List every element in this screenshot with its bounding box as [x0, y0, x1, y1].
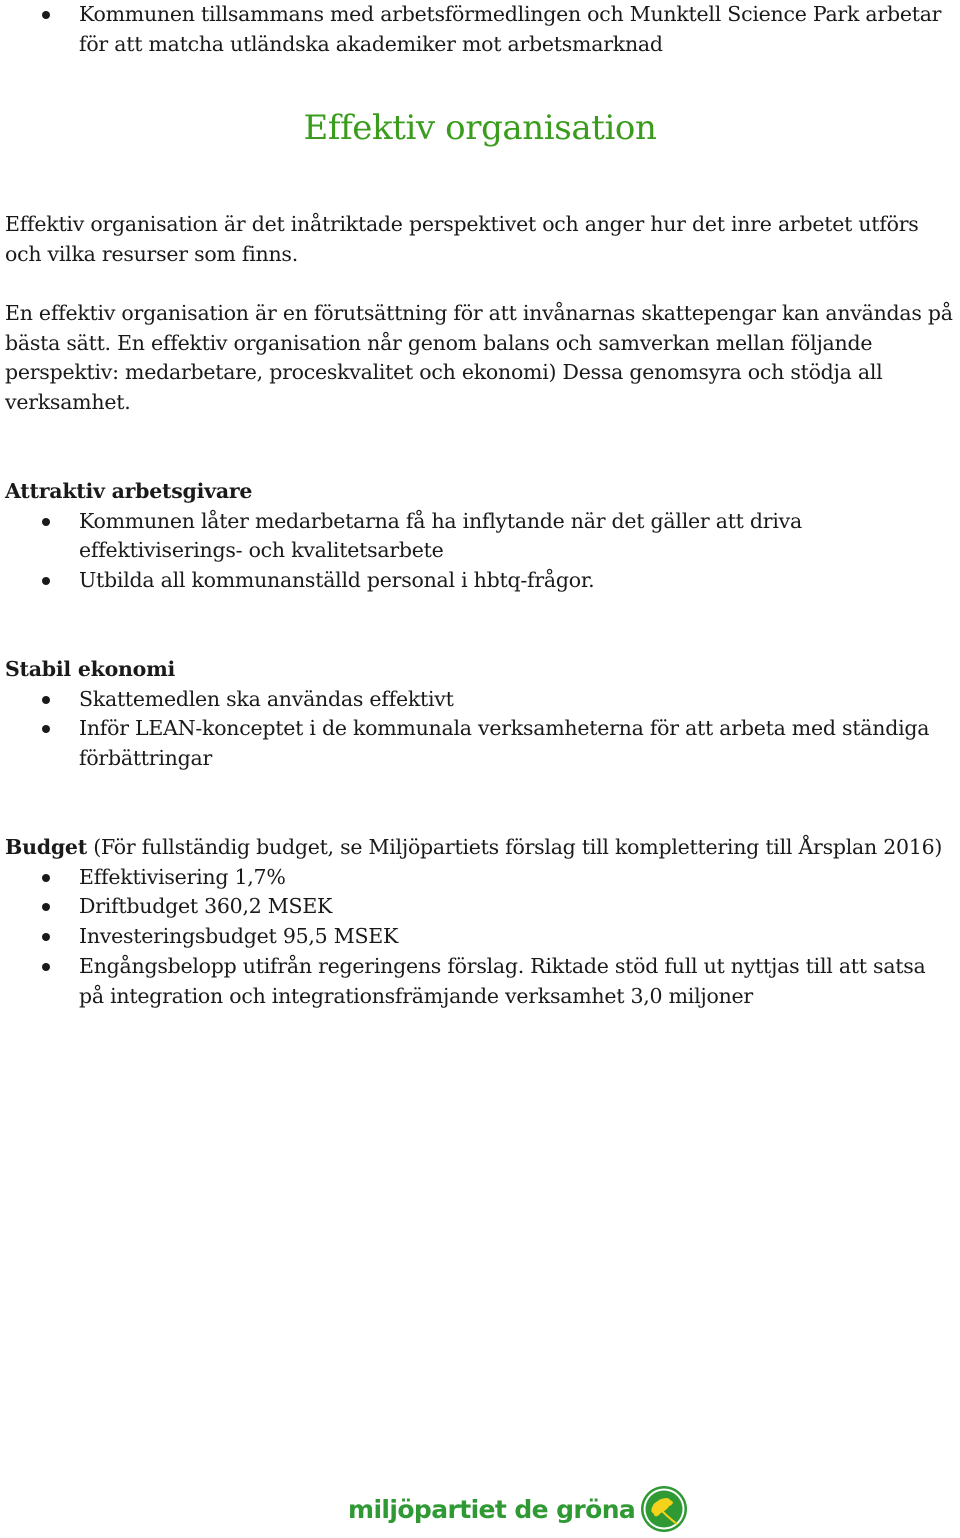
bullet-icon: [42, 903, 50, 911]
budget-heading: Budget: [5, 835, 87, 859]
list-item-text: Utbilda all kommunanställd personal i hbtq-frågor.: [79, 568, 595, 593]
list-item: [0, 922, 960, 952]
bullet-icon: [42, 696, 50, 704]
list-item: [0, 952, 960, 1011]
bullet-icon: [42, 11, 50, 19]
list-item-text: Investeringsbudget 95,5 MSEK: [79, 924, 399, 949]
paragraph-block-1: [0, 210, 960, 269]
budget-heading-line: [0, 833, 960, 863]
list-item-text: Engångsbelopp utifrån regeringens förslag. Riktade stöd full ut nyttjas till att satsa på integration och integrationsfrämjande verksamhet 3,0 miljoner: [79, 953, 926, 1008]
bullet-icon: [42, 577, 50, 585]
bullet-icon: [42, 963, 50, 971]
stabil-section: [0, 655, 960, 774]
list-item: [0, 714, 960, 773]
paragraph-block-2: [0, 299, 960, 418]
list-item: [0, 685, 960, 715]
list-item-text: Kommunen tillsammans med arbetsförmedlingen och Munktell Science Park arbetar för att matcha utländska akademiker mot arbetsmarknad: [79, 2, 942, 56]
logo-text: miljöpartiet de gröna: [348, 1494, 636, 1524]
list-item: [0, 507, 960, 566]
list-item: [0, 892, 960, 922]
list-item-text: Driftbudget 360,2 MSEK: [79, 894, 333, 919]
section-heading: Stabil ekonomi: [5, 657, 176, 681]
bullet-icon: [42, 725, 50, 733]
budget-section: [0, 833, 960, 1011]
attraktiv-section: [0, 477, 960, 596]
list-item-text: Skattemedlen ska användas effektivt: [79, 686, 454, 711]
section-title: Effektiv organisation: [303, 108, 657, 148]
list-item-text: Inför LEAN-konceptet i de kommunala verksamheterna för att arbeta med ständiga förbättringar: [79, 716, 930, 771]
paragraph: Effektiv organisation är det inåtriktade perspektivet och anger hur det inre arbetet utförs och vilka resurser som finns.: [5, 212, 919, 266]
list-item-text: Effektivisering 1,7%: [79, 864, 286, 889]
party-logo: [348, 1484, 689, 1534]
list-item: [0, 863, 960, 893]
dandelion-icon: [639, 1484, 689, 1534]
list-item: [0, 566, 960, 596]
bullet-icon: [42, 518, 50, 526]
list-item-text: Kommunen låter medarbetarna få ha inflytande när det gäller att driva effektiviserings- och kvalitetsarbete: [79, 508, 802, 563]
section-heading: Attraktiv arbetsgivare: [5, 479, 253, 503]
list-item: [0, 0, 960, 59]
intro-bullet-list: [0, 0, 960, 59]
paragraph: En effektiv organisation är en förutsättning för att invånarnas skattepengar kan användas på bästa sätt. En effektiv organisation når genom balans och samverkan mellan följande perspektiv: medarbetare, proceskvalitet och ekonomi) Dessa genomsyra och stödja all verksamhet.: [5, 301, 953, 415]
bullet-icon: [42, 874, 50, 882]
budget-note: (För fullständig budget, se Miljöpartiets förslag till komplettering till Årsplan 2016): [93, 835, 943, 859]
bullet-icon: [42, 933, 50, 941]
